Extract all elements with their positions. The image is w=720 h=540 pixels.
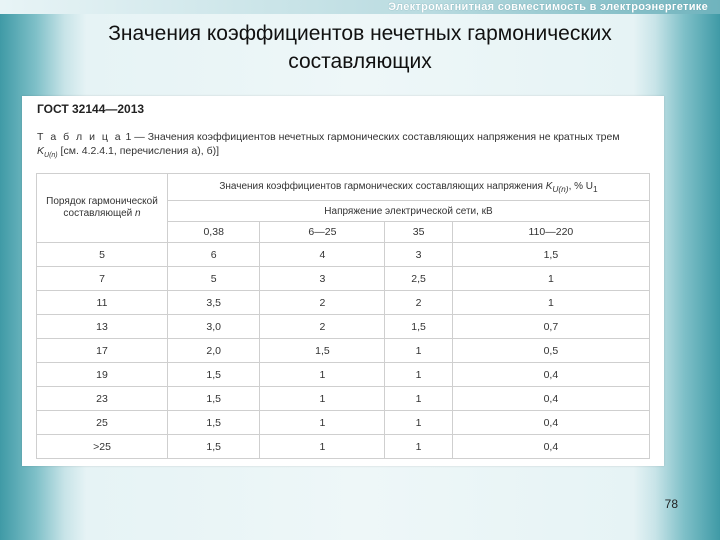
harmonic-order-cell: >25 (37, 435, 168, 459)
value-cell: 6 (168, 243, 260, 267)
slide-title-line-1: Значения коэффициентов нечетных гармонических (108, 22, 612, 45)
value-cell: 0,4 (452, 387, 649, 411)
values-header (168, 174, 650, 201)
harmonic-order-cell: 17 (37, 339, 168, 363)
value-cell: 0,5 (452, 339, 649, 363)
value-cell: 1,5 (168, 387, 260, 411)
harmonic-order-label-1: Порядок гармонической (46, 196, 158, 207)
values-header-text: Значения коэффициентов гармонических составляющих напряжения (219, 180, 543, 192)
standard-code: ГОСТ 32144—2013 (37, 102, 145, 116)
value-cell: 1 (385, 363, 452, 387)
harmonic-order-cell: 11 (37, 291, 168, 315)
value-cell: 3,5 (168, 291, 260, 315)
caption-prefix: Т а б л и ц а (37, 131, 123, 143)
values-header-unit-sub: 1 (593, 183, 598, 194)
voltage-col-3: 35 (385, 222, 452, 243)
value-cell: 1 (452, 291, 649, 315)
value-cell: 1,5 (260, 339, 385, 363)
value-cell: 2 (260, 291, 385, 315)
voltage-col-4: 110—220 (452, 222, 649, 243)
harmonic-order-cell: 7 (37, 267, 168, 291)
value-cell: 1,5 (168, 363, 260, 387)
value-cell: 3,0 (168, 315, 260, 339)
slide-title-line-2: составляющих (288, 50, 432, 73)
page-number: 78 (664, 497, 678, 511)
caption-k-subscript: U(n) (44, 152, 58, 160)
value-cell: 0,4 (452, 435, 649, 459)
table-row (37, 267, 650, 291)
value-cell: 1 (260, 411, 385, 435)
voltage-col-2: 6—25 (260, 222, 385, 243)
table-caption (37, 130, 657, 163)
value-cell: 3 (385, 243, 452, 267)
value-cell: 1,5 (452, 243, 649, 267)
harmonic-order-header (37, 174, 168, 243)
table-row (37, 291, 650, 315)
value-cell: 2 (260, 315, 385, 339)
value-cell: 0,7 (452, 315, 649, 339)
values-header-k: K (545, 180, 553, 192)
value-cell: 1 (452, 267, 649, 291)
value-cell: 0,4 (452, 363, 649, 387)
course-title: Электромагнитная совместимость в электроэнергетике (388, 1, 708, 13)
caption-text: 1 — Значения коэффициентов нечетных гармонических составляющих напряжения не кратных трем (122, 131, 620, 143)
value-cell: 2 (385, 291, 452, 315)
value-cell: 1,5 (385, 315, 452, 339)
value-cell: 4 (260, 243, 385, 267)
slide-title (0, 20, 720, 76)
value-cell: 5 (168, 267, 260, 291)
harmonic-order-cell: 5 (37, 243, 168, 267)
harmonic-order-label-2: составляющей (63, 208, 133, 219)
voltage-col-1: 0,38 (168, 222, 260, 243)
table-row (37, 411, 650, 435)
value-cell: 1 (260, 363, 385, 387)
table-row (37, 243, 650, 267)
harmonic-order-cell: 25 (37, 411, 168, 435)
value-cell: 3 (260, 267, 385, 291)
table-row (37, 363, 650, 387)
value-cell: 1 (385, 339, 452, 363)
table-row (37, 435, 650, 459)
voltage-header: Напряжение электрической сети, кВ (168, 201, 650, 222)
value-cell: 1 (260, 435, 385, 459)
harmonics-table (36, 173, 650, 459)
document-scan-panel (22, 96, 664, 466)
table-row (37, 315, 650, 339)
harmonic-order-cell: 19 (37, 363, 168, 387)
caption-reference: [см. 4.2.4.1, перечисления а), б)] (57, 145, 219, 157)
value-cell: 1 (385, 435, 452, 459)
harmonic-order-cell: 23 (37, 387, 168, 411)
value-cell: 0,4 (452, 411, 649, 435)
table-row (37, 339, 650, 363)
value-cell: 1,5 (168, 411, 260, 435)
harmonic-order-n: n (135, 208, 141, 219)
values-header-k-sub: U(n) (552, 183, 569, 194)
value-cell: 1 (260, 387, 385, 411)
value-cell: 2,0 (168, 339, 260, 363)
table-row (37, 387, 650, 411)
value-cell: 1 (385, 411, 452, 435)
value-cell: 1,5 (168, 435, 260, 459)
harmonic-order-cell: 13 (37, 315, 168, 339)
caption-k-symbol: K (37, 145, 45, 157)
values-header-unit: , % U (568, 180, 594, 192)
value-cell: 1 (385, 387, 452, 411)
value-cell: 2,5 (385, 267, 452, 291)
